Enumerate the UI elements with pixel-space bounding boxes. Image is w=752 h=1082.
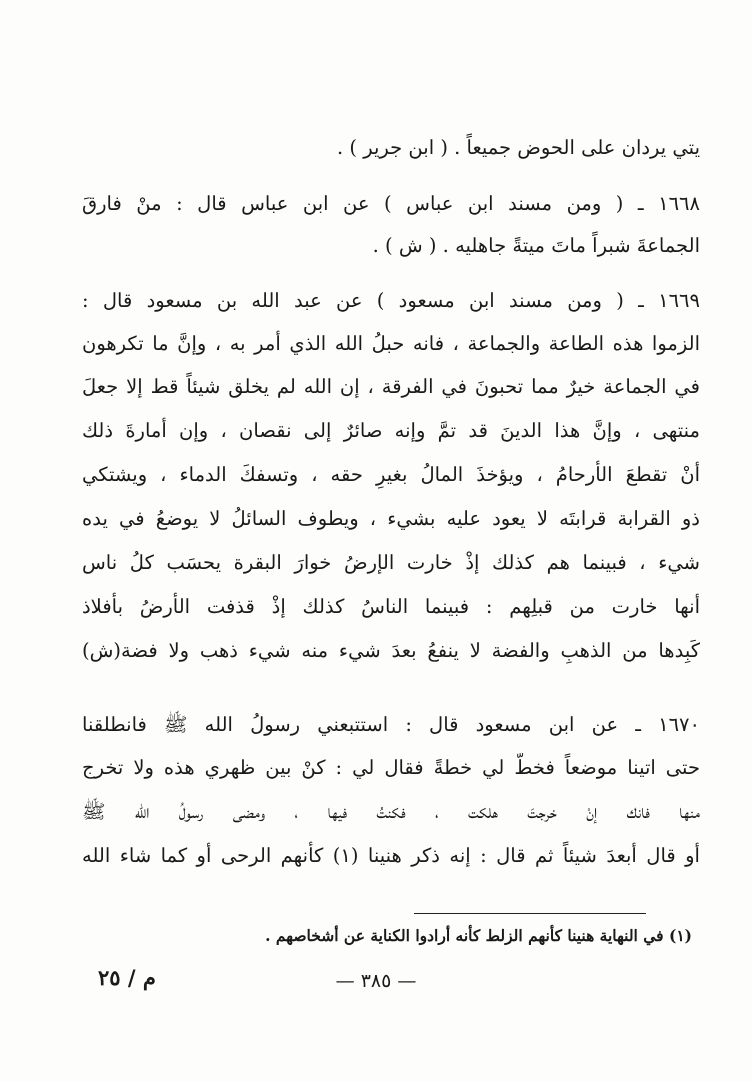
page-number: — ٣٨٥ —: [335, 970, 417, 992]
text-line-7: منتهى ، وإنَّ هذا الدينَ قد تمَّ وإنه صائرٌ إلى نقصان ، وإن أمارةَ ذلك: [82, 419, 700, 442]
text-line-4: ١٦٦٩ ـ ( ومن مسند ابن مسعود ) عن عبد الله بن مسعود قال :: [82, 289, 700, 312]
text-line-9: ذو القرابة قرابتَه لا يعود عليه بشيء ، ويطوف السائلُ لا يوضعُ في يده: [82, 507, 700, 530]
footnote: (١) في النهاية هنينا كأنهم الزلط كأنه أرادوا الكناية عن أشخاصهم .: [265, 926, 692, 945]
text-line-13: ١٦٧٠ ـ عن ابن مسعود قال : استتبعني رسولُ الله ﷺ فانطلقنا: [82, 713, 700, 736]
text-line-3: الجماعةَ شبراً ماتَ ميتةً جاهليه . ( ش ) .: [372, 234, 700, 257]
signature-mark: م / ٢٥: [98, 965, 156, 990]
text-line-5: الزموا هذه الطاعة والجماعة ، فانه حبلُ الله الذي أمر به ، وإنَّ ما تكرهون: [82, 332, 700, 355]
text-line-15: منها فانك إنْ خرجتَ هلكت ، فكنتُ فيها ، ومضى رسولُ الله ﷺ: [82, 800, 700, 823]
text-line-16: أو قال أبعدَ شيئاً ثم قال : إنه ذكر هنينا (١) كأنهم الرحى أو كما شاء الله: [82, 844, 700, 867]
footnote-divider: [414, 913, 646, 914]
text-line-2: ١٦٦٨ ـ ( ومن مسند ابن عباس ) عن ابن عباس قال : منْ فارقَ: [82, 192, 700, 215]
text-line-1: يتي يردان على الحوض جميعاً . ( ابن جرير ) .: [337, 136, 700, 159]
text-line-10: شيء ، فبينما هم كذلك إذْ خارت الإرضُ خوارَ البقرة يحسَب كلُ ناس: [82, 551, 700, 574]
text-line-12: كَبِدها من الذهبِ والفضة لا ينفعُ بعدَ شيء منه شيء ذهب ولا فضة(ش): [82, 639, 700, 662]
text-line-11: أنها خارت من قبلِهم : فبينما الناسُ كذلك إذْ قذفت الأرضُ بأفلاذ: [82, 595, 700, 618]
text-line-6: في الجماعة خيرٌ مما تحبونَ في الفرقة ، إن الله لم يخلق شيئاً قط إلا جعلَ: [82, 375, 700, 398]
text-line-8: أنْ تقطعَ الأرحامُ ، ويؤخذَ المالُ بغيرِ حقه ، وتسفكَ الدماء ، ويشتكي: [82, 463, 700, 486]
text-line-14: حتى اتينا موضعاً فخطَّ لي خطةً فقال لي : كنْ بين ظهري هذه ولا تخرج: [82, 756, 700, 779]
